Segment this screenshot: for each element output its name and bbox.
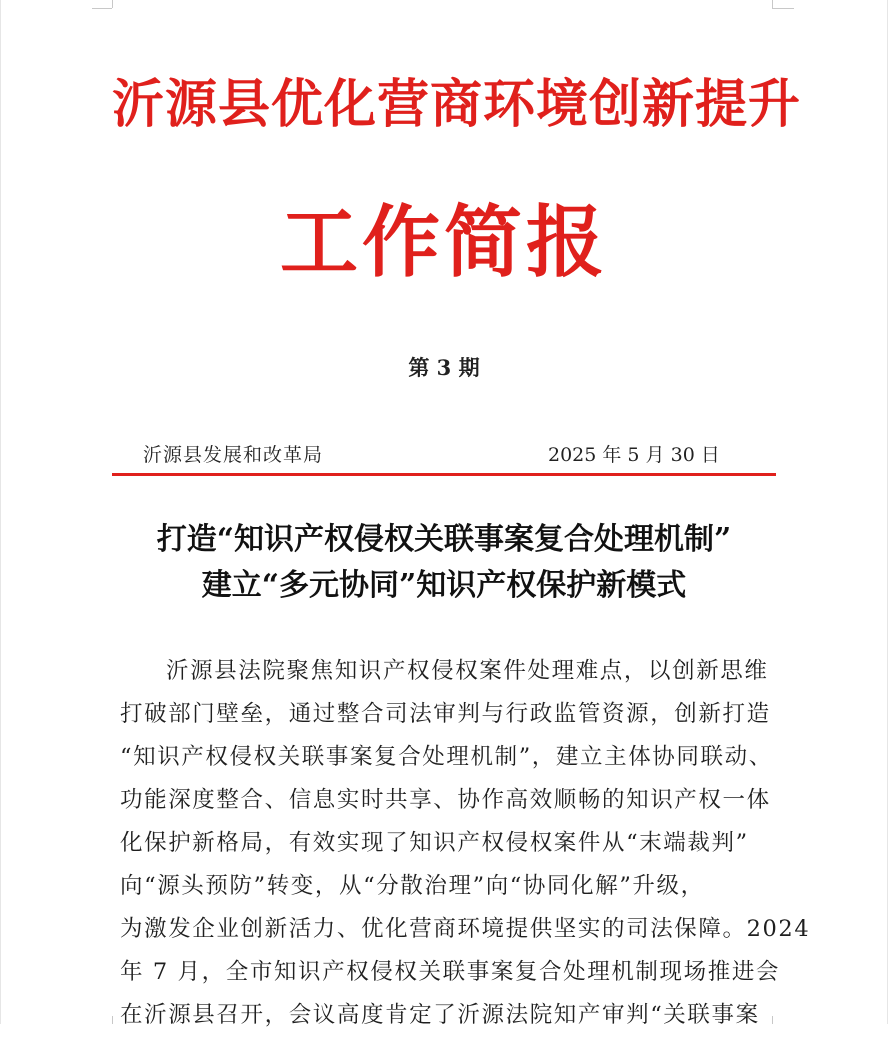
masthead-title: 沂源县优化营商环境创新提升 <box>112 74 802 135</box>
issue-date: 2025 年 5 月 30 日 <box>548 444 720 466</box>
article-headline-line2: 建立“多元协同”知识产权保护新模式 <box>201 568 687 603</box>
issue-number: 第 3 期 <box>408 355 480 380</box>
body-line: 向“源头预防”转变，从“分散治理”向“协同化解”升级， <box>120 873 705 899</box>
article-body <box>120 650 811 1037</box>
body-line: 年 7 月，全市知识产权侵权关联事案复合处理机制现场推进会 <box>120 959 781 985</box>
crop-mark-bottom-left <box>112 1016 113 1024</box>
body-line: 化保护新格局，有效实现了知识产权侵权案件从“末端裁判” <box>120 830 749 856</box>
crop-mark-top-left <box>112 0 113 8</box>
crop-mark-top-right <box>772 0 773 8</box>
masthead-subtitle: 工作简报 <box>279 197 608 288</box>
body-line: 沂源县法院聚焦知识产权侵权案件处理难点，以创新思维 <box>166 658 769 684</box>
page-edge-left <box>0 0 1 1024</box>
body-line: “知识产权侵权关联事案复合处理机制”，建立主体协同联动、 <box>120 744 773 770</box>
body-line: 功能深度整合、信息实时共享、协作高效顺畅的知识产权一体 <box>120 787 771 813</box>
crop-mark-top-left <box>92 8 112 9</box>
crop-mark-top-right <box>772 8 794 9</box>
body-line: 打破部门壁垒，通过整合司法审判与行政监管资源，创新打造 <box>120 701 771 727</box>
red-divider <box>112 473 776 476</box>
article-headline-line1: 打造“知识产权侵权关联事案复合处理机制” <box>156 522 732 557</box>
issuing-agency: 沂源县发展和改革局 <box>143 444 324 466</box>
body-line: 为激发企业创新活力、优化营商环境提供坚实的司法保障。2024 <box>120 916 811 942</box>
body-line: 在沂源县召开，会议高度肯定了沂源法院知产审判“关联事案 <box>120 1002 760 1028</box>
